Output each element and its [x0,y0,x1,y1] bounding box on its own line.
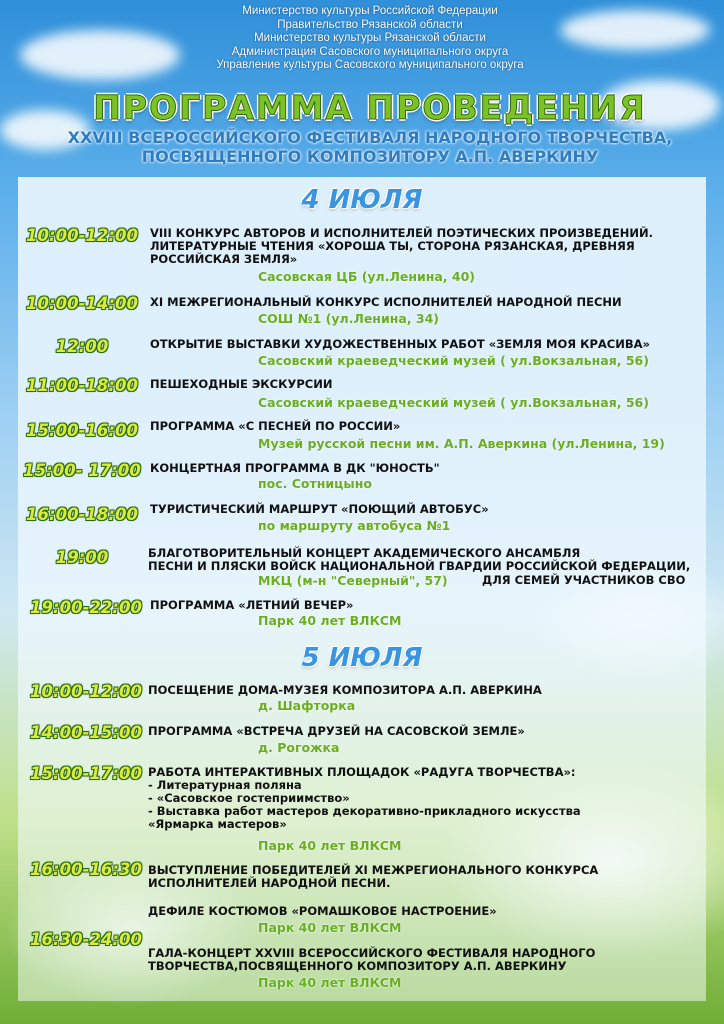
event-venue: МКЦ (м-н "Северный", 57) [258,573,448,588]
event-time: 10:00-12:00 [30,682,142,701]
event-venue: Парк 40 лет ВЛКСМ [258,838,402,853]
page-title: ПРОГРАММА ПРОВЕДЕНИЯ [93,88,647,127]
event-title [148,725,525,738]
event-venue: Сасовский краеведческий музей ( ул.Вокзальная, 56) [258,395,649,410]
event-title-line: РОССИЙСКАЯ ЗЕМЛЯ» [150,252,298,266]
event-time: 15:00-17:00 [30,764,142,783]
festival-subtitle [0,128,724,166]
event-title-line: - Литературная поляна [148,778,302,792]
day-heading: 4 ИЮЛЯ [301,185,423,215]
event-time: 16:30-24:00 [30,930,142,949]
organizer-line: Управление культуры Сасовского муниципального округа [216,59,524,71]
event-title-line: КОНЦЕРТНАЯ ПРОГРАММА В ДК "ЮНОСТЬ" [150,461,440,475]
event-time: 19:00-22:00 [30,598,142,617]
event-title [150,296,622,309]
event-title-line: ПРОГРАММА «ЛЕТНИЙ ВЕЧЕР» [150,598,354,612]
event-title [150,420,400,433]
event-title [150,378,333,391]
organizer-line: Министерство культуры Рязанской области [254,32,486,44]
event-title-line: ПРОГРАММА «С ПЕСНЕЙ ПО РОССИИ» [150,419,401,433]
event-time: 16:00-16:30 [30,860,142,879]
event-time: 16:00-18:00 [26,505,138,524]
event-title-line: РАБОТА ИНТЕРАКТИВНЫХ ПЛОЩАДОК «РАДУГА ТВОРЧЕСТВА»: [148,765,576,779]
event-venue: Парк 40 лет ВЛКСМ [258,975,402,990]
event-venue: д. Рогожка [258,740,340,755]
event-venue: по маршруту автобуса №1 [258,518,451,533]
event-title-line: ИСПОЛНИТЕЛЕЙ НАРОДНОЙ ПЕСНИ. [148,876,391,890]
event-title-line: ТВОРЧЕСТВА,ПОСВЯЩЕННОГО КОМПОЗИТОРУ А.П. АВЕРКИНУ [148,959,567,973]
event-title [148,766,581,831]
event-title-line: ПОСЕЩЕНИЕ ДОМА-МУЗЕЯ КОМПОЗИТОРА А.П. АВЕРКИНА [148,683,542,697]
event-title [150,599,353,612]
event-title-line: ОТКРЫТИЕ ВЫСТАВКИ ХУДОЖЕСТВЕННЫХ РАБОТ «ЗЕМЛЯ МОЯ КРАСИВА» [150,337,650,351]
event-venue: Сасовский краеведческий музей ( ул.Вокзальная, 56) [258,353,649,368]
event-title [148,947,595,973]
subtitle-line: ПОСВЯЩЕННОГО КОМПОЗИТОРУ А.П. АВЕРКИНУ [141,147,599,166]
event-time: 14:00-15:00 [30,723,142,742]
event-title-line: ПЕСНИ И ПЛЯСКИ ВОЙСК НАЦИОНАЛЬНОЙ ГВАРДИИ РОССИЙСКОЙ ФЕДЕРАЦИИ, [148,559,691,573]
organizers-list [0,5,724,73]
event-title [148,905,497,918]
event-time: 10:00-14:00 [26,294,138,313]
organizer-line: Министерство культуры Российской Федерации [242,5,498,17]
event-time: 10:00-12:00 [26,226,138,245]
event-title-line: - Выставка работ мастеров декоративно-прикладного искусства [148,804,581,818]
event-title-line: ГАЛА-КОНЦЕРТ XXVIII ВСЕРОССИЙСКОГО ФЕСТИВАЛЯ НАРОДНОГО [148,946,596,960]
event-title-line: «Ярмарка мастеров» [148,817,287,831]
event-venue: д. Шафторка [258,698,356,713]
event-title-note [482,574,685,587]
event-title-line: VIII КОНКУРС АВТОРОВ И ИСПОЛНИТЕЛЕЙ ПОЭТИЧЕСКИХ ПРОИЗВЕДЕНИЙ. [150,226,653,240]
event-title-line: ДЕФИЛЕ КОСТЮМОВ «РОМАШКОВОЕ НАСТРОЕНИЕ» [148,904,497,918]
event-title-line: - «Сасовское гостеприимство» [148,791,350,805]
event-title-line: XI МЕЖРЕГИОНАЛЬНЫЙ КОНКУРС ИСПОЛНИТЕЛЕЙ НАРОДНОЙ ПЕСНИ [150,295,622,309]
event-title [148,547,692,573]
event-title-line: ПЕШЕХОДНЫЕ ЭКСКУРСИИ [150,377,333,391]
event-title-line: ВЫСТУПЛЕНИЕ ПОБЕДИТЕЛЕЙ XI МЕЖРЕГИОНАЛЬНОГО КОНКУРСА [148,863,599,877]
event-title-line: ЛИТЕРАТУРНЫЕ ЧТЕНИЯ «ХОРОША ТЫ, СТОРОНА РЯЗАНСКАЯ, ДРЕВНЯЯ [150,239,635,253]
event-title-line: БЛАГОТВОРИТЕЛЬНЫЙ КОНЦЕРТ АКАДЕМИЧЕСКОГО АНСАМБЛЯ [148,546,581,560]
event-title-line: ДЛЯ СЕМЕЙ УЧАСТНИКОВ СВО [482,573,686,587]
event-venue: пос. Сотницыно [258,476,372,491]
event-venue: Парк 40 лет ВЛКСМ [258,613,402,628]
event-title [150,462,440,475]
event-title [150,503,489,516]
event-time: 19:00 [55,548,109,567]
event-venue: Парк 40 лет ВЛКСМ [258,920,402,935]
day-heading: 5 ИЮЛЯ [301,643,423,673]
event-venue: Музей русской песни им. А.П. Аверкина (ул.Ленина, 19) [258,436,665,451]
event-title [148,864,598,890]
organizer-line: Администрация Сасовского муниципального округа [231,45,509,58]
event-time: 15:00-16:00 [26,421,138,440]
event-title [148,684,542,697]
event-venue: Сасовская ЦБ (ул.Ленина, 40) [258,269,475,284]
organizer-line: Правительство Рязанской области [277,18,463,31]
event-venue: СОШ №1 (ул.Ленина, 34) [258,311,439,326]
event-time: 15:00- 17:00 [23,461,141,480]
event-title [150,227,653,266]
event-time: 11:00-18:00 [26,376,138,395]
event-title-line: ПРОГРАММА «ВСТРЕЧА ДРУЗЕЙ НА САСОВСКОЙ ЗЕМЛЕ» [148,724,525,738]
event-time: 12:00 [55,337,109,356]
subtitle-line: XXVIII ВСЕРОССИЙСКОГО ФЕСТИВАЛЯ НАРОДНОГО ТВОРЧЕСТВА, [67,128,673,147]
event-title [150,338,650,351]
event-title-line: ТУРИСТИЧЕСКИЙ МАРШРУТ «ПОЮЩИЙ АВТОБУС» [150,502,489,516]
